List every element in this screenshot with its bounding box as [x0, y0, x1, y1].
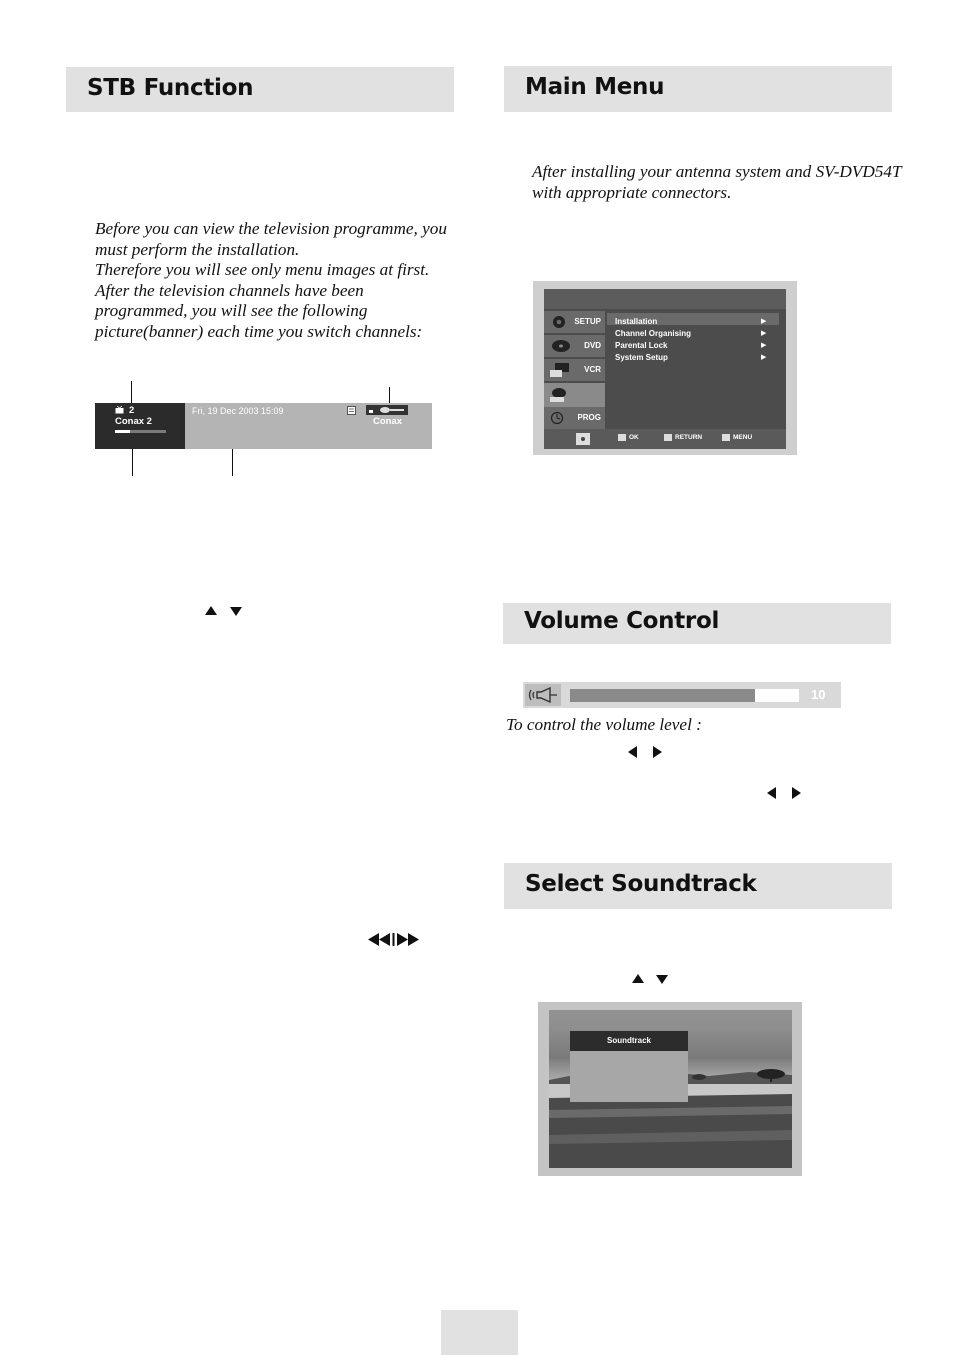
banner-progress-track: [115, 430, 166, 433]
sidebar-item-prog[interactable]: [544, 407, 605, 429]
page-number-box: [441, 1310, 518, 1355]
volume-track: [570, 689, 799, 702]
return-key-icon: [664, 434, 672, 441]
rewind-fastforward-icon: [368, 933, 420, 946]
soundtrack-popup: [570, 1031, 688, 1102]
up-arrow-icon: [205, 606, 217, 615]
soundtrack-popup-title: Soundtrack: [570, 1031, 688, 1051]
stb-intro-line: Therefore you will see only menu images at first.: [95, 260, 430, 279]
clock-icon: [550, 411, 564, 425]
banner-channel-number: 2: [129, 405, 135, 416]
right-arrow-icon: [653, 746, 662, 758]
soundtrack-screenshot: [538, 1002, 802, 1176]
landscape-photo: [549, 1010, 792, 1168]
stb-intro-line: Before you can view the television programme, you: [95, 219, 447, 238]
stb-section-header: [66, 67, 454, 112]
main-menu-intro: [532, 162, 902, 203]
sidebar-item-stb[interactable]: [544, 383, 605, 407]
menu-item-channel-organising[interactable]: Channel Organising: [615, 329, 692, 338]
menu-item-installation[interactable]: Installation: [615, 317, 658, 326]
dvd-disc-icon: [549, 339, 571, 353]
banner-channel-panel: [95, 403, 185, 449]
volume-instruction: To control the volume level :: [506, 715, 702, 734]
up-arrow-icon: [632, 974, 644, 983]
sidebar-label: SETUP: [574, 317, 601, 326]
down-arrow-icon: [230, 607, 242, 616]
sidebar-item-dvd[interactable]: [544, 335, 605, 357]
sidebar-label: DVD: [584, 341, 601, 350]
gear-icon: [551, 314, 567, 330]
footer-menu: MENU: [733, 434, 753, 441]
teletext-icon: [347, 406, 356, 415]
speaker-icon: [528, 687, 558, 703]
channel-banner: [95, 403, 432, 449]
chevron-right-icon: ▶: [761, 330, 767, 337]
stb-intro-line: programmed, you will see the following: [95, 301, 368, 320]
volume-title: Volume Control: [524, 608, 720, 634]
stb-intro-line: picture(banner) each time you switch channels:: [95, 321, 423, 341]
main-menu-screenshot: [533, 281, 797, 455]
scrambled-key-icon: [366, 405, 408, 415]
main-menu-intro-line: After installing your antenna system and SV-DVD54T: [532, 162, 902, 181]
soundtrack-section-header: [504, 863, 892, 909]
stb-intro-line: must perform the installation.: [95, 239, 300, 259]
footer-ok: OK: [629, 434, 639, 441]
volume-fill: [570, 689, 755, 702]
banner-provider: Conax: [373, 416, 403, 427]
volume-value: 10: [811, 687, 826, 702]
menu-top-bar: [544, 289, 786, 309]
banner-datetime: Fri, 19 Dec 2003 15:09: [192, 406, 284, 416]
footer-return: RETURN: [675, 434, 703, 441]
banner-channel-name: Conax 2: [115, 416, 152, 427]
sidebar-item-setup[interactable]: [544, 311, 605, 333]
banner-progress-fill: [115, 430, 130, 433]
volume-section-header: [503, 603, 891, 644]
stb-title: STB Function: [87, 75, 254, 101]
main-menu-section-header: [504, 66, 892, 112]
menu-key-icon: [722, 434, 730, 441]
sidebar-label: PROG: [577, 413, 601, 422]
stb-intro: [95, 219, 447, 342]
menu-item-parental-lock[interactable]: Parental Lock: [615, 341, 668, 350]
navigation-pad-icon: [576, 433, 590, 445]
tv-icon: [115, 406, 124, 414]
stb-satellite-icon: [548, 387, 570, 403]
down-arrow-icon: [656, 975, 668, 984]
menu-item-system-setup[interactable]: System Setup: [615, 353, 668, 362]
main-menu-intro-line: with appropriate connectors.: [532, 182, 732, 202]
right-arrow-icon: [792, 787, 801, 799]
sidebar-label: VCR: [584, 365, 601, 374]
left-arrow-icon: [628, 746, 637, 758]
chevron-right-icon: ▶: [761, 342, 767, 349]
ok-key-icon: [618, 434, 626, 441]
vcr-tape-icon: [549, 362, 571, 378]
soundtrack-title: Select Soundtrack: [525, 871, 757, 897]
main-menu-title: Main Menu: [525, 74, 665, 100]
chevron-right-icon: ▶: [761, 354, 767, 361]
chevron-right-icon: ▶: [761, 318, 767, 325]
stb-intro-line: After the television channels have been: [95, 280, 364, 300]
speaker-icon-box: [525, 684, 561, 706]
left-arrow-icon: [767, 787, 776, 799]
volume-bar: [523, 682, 841, 708]
sidebar-item-vcr[interactable]: [544, 359, 605, 381]
main-menu-screen: [544, 289, 786, 449]
